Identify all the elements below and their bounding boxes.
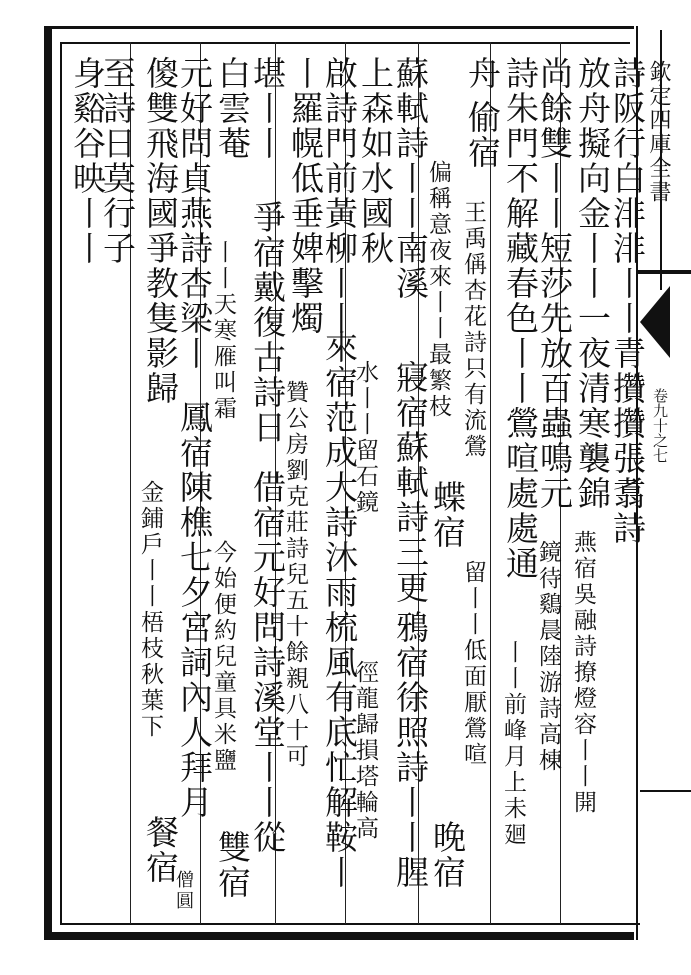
text-column-annotation: 丨丨前峰月上未廻 bbox=[500, 640, 526, 848]
inner-bottom-rule bbox=[60, 923, 640, 925]
text-column-heading: 鴉宿徐照詩丨丨腥 bbox=[391, 610, 430, 890]
text-column-heading: 雙宿 bbox=[213, 830, 252, 900]
text-column-annotation: 僧圓 bbox=[173, 870, 194, 912]
text-column: 來宿范成大詩沐雨梳風有底忙解鞍丨 bbox=[320, 330, 359, 890]
text-column-annotation: 偏稱意夜來丨丨最繁枝 bbox=[425, 160, 451, 420]
text-column-annotation: 留丨丨低面厭鶯喧 bbox=[460, 560, 486, 768]
text-column: 詩阪行白渄渄丨丨青攢攢張翥詩 bbox=[608, 56, 647, 546]
text-column: 傻雙飛海國爭教隻影歸 bbox=[141, 56, 180, 406]
fold-bottom-rule bbox=[640, 790, 691, 792]
text-column: 尚餘雙丨丨短莎先放百蟲鳴元 bbox=[535, 56, 574, 511]
text-column: 身谿谷映丨丨 bbox=[68, 56, 107, 266]
text-column-annotation: 丨丨天寒雁叫霜 bbox=[210, 240, 236, 422]
text-column: 元好問貞燕詩杏梁丨 bbox=[175, 56, 214, 371]
text-column: 蘇軾詩丨丨南溪 bbox=[391, 56, 430, 301]
text-column: 堪丨丨 bbox=[248, 56, 287, 161]
text-column-heading: 借宿元好問詩溪堂丨丨從 bbox=[248, 470, 287, 855]
text-column: 啟詩門前黃柳丨丨 bbox=[320, 56, 359, 336]
text-column-heading: 蝶宿 bbox=[428, 480, 467, 550]
volume-label: 卷九十之七 bbox=[651, 388, 669, 463]
text-column: 舟 bbox=[463, 56, 502, 91]
book-title: 欽定四庫全書 bbox=[646, 60, 671, 204]
text-column-heading: 晚宿 bbox=[428, 820, 467, 890]
text-column-annotation: 燕宿吳融詩撩燈容丨丨開 bbox=[570, 530, 596, 816]
text-column-annotation: 王禹偁杏花詩只有流鶯 bbox=[460, 200, 486, 460]
text-column-annotation: 金鋪戶丨丨梧枝秋葉下 bbox=[137, 480, 163, 740]
text-column-annotation: 水丨丨留石鏡 bbox=[352, 360, 378, 516]
text-column-annotation: 今始便約兒童具米鹽 bbox=[210, 540, 236, 774]
text-column-annotation: 徑龍歸損塔輪高 bbox=[352, 660, 378, 842]
text-column-annotation: 贊公房劉克莊詩兒五十餘親八十可 bbox=[282, 380, 308, 770]
text-column: 白雲菴 bbox=[213, 56, 252, 161]
text-column-heading: 鳳宿陳樵七夕宮詞內人拜月 bbox=[175, 400, 214, 820]
text-column-heading: 爭宿戴復古詩日 bbox=[248, 200, 287, 445]
text-column: 至詩日莫行子 bbox=[98, 56, 137, 266]
text-column: 詩朱門不解藏春色丨丨鶯喧處處通 bbox=[501, 56, 540, 581]
text-column: 丨羅幌低垂婢擊燭 bbox=[286, 56, 325, 336]
text-column-heading: 寢宿蘇軾詩三更 bbox=[391, 360, 430, 605]
text-column-heading: 偷宿 bbox=[463, 100, 502, 170]
text-column: 上森如水國秋 bbox=[356, 56, 395, 266]
text-column-annotation: 鏡待鷄晨陸游詩高棟 bbox=[535, 540, 561, 774]
text-column: 放舟擬向金丨丨一夜清寒襲錦 bbox=[573, 56, 612, 511]
text-column-heading: 餐宿 bbox=[141, 815, 180, 885]
